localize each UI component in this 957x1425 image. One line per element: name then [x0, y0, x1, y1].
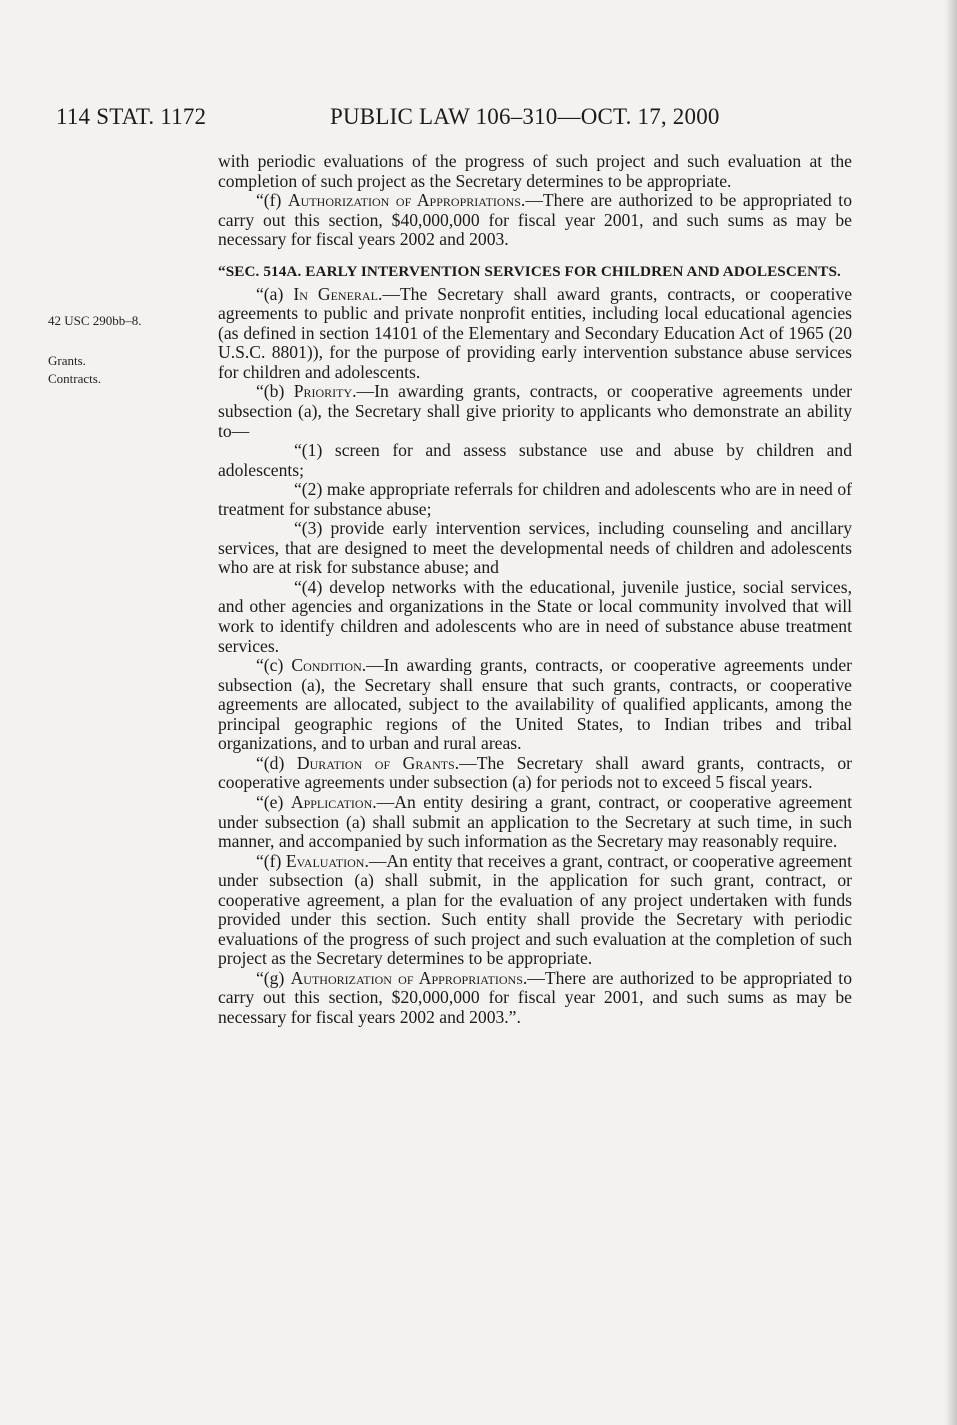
g-label: “(g)	[256, 967, 291, 988]
d-heading: Duration of Grants	[296, 752, 455, 773]
a-heading: In General	[293, 283, 378, 304]
carryover-paragraph: with periodic evaluations of the progress of such project and such evaluation at the completion of such project as the Secretary determines to be appropriate.	[218, 151, 852, 191]
margin-note-grants: Grants.	[48, 353, 86, 368]
b-heading: Priority	[293, 381, 353, 402]
page-header	[56, 104, 776, 138]
e-heading: Application	[290, 791, 373, 812]
paragraph-b2: “(2) make appropriate referrals for children and adolescents who are in need of treatment for substance abuse;	[218, 479, 852, 519]
prev-f-heading: Authorization of Appropriations	[287, 190, 521, 211]
d-label: “(d)	[256, 752, 297, 773]
g-text: .—There are authorized to be appropriated to carry out this section, $20,000,000 for fiscal year 2001, and such sums as may be necessary for fiscal years 2002 and 2003.”.	[218, 967, 852, 1027]
paragraph-b3: “(3) provide early intervention services, including counseling and ancillary services, that are designed to meet the developmental needs of children and adolescents who are at risk for substance abuse; and	[218, 518, 852, 578]
a-text: .—The Secretary shall award grants, contracts, or cooperative agreements to public and private nonprofit entities, including local educational agencies (as defined in section 14101 of the Elementary and Secondary Education Act of 1965 (20 U.S.C. 8801)), for the purpose of providing early intervention substance abuse services for children and adolescents.	[218, 283, 853, 382]
margin-note-usc: 42 USC 290bb–8.	[48, 313, 142, 328]
prev-f-label: “(f)	[256, 190, 288, 211]
a-label: “(a)	[256, 283, 294, 304]
statute-body	[218, 152, 852, 1028]
prev-subsection-f	[218, 191, 852, 250]
section-heading: “SEC. 514A. EARLY INTERVENTION SERVICES FOR CHILDREN AND ADOLESCENTS.	[218, 262, 841, 280]
e-text: .—An entity desiring a grant, contract, or cooperative agreement under subsection (a) shall submit an application to the Secretary at such time, in such manner, and accompanied by such information as the Secretary may reasonably require.	[218, 791, 852, 852]
b-label: “(b)	[256, 381, 294, 402]
f-text: .—An entity that receives a grant, contract, or cooperative agreement under subsection (a) shall submit, in the application for such grant, contract, or cooperative agreement, a plan for the evaluation of any project undertaken with funds provided under this section. Such entity shall provide the Secretary with periodic evaluations of the progress of such project and such evaluation at the completion of such project as the Secretary determines to be appropriate.	[218, 850, 852, 969]
d-text: .—The Secretary shall award grants, contracts, or cooperative agreements under subsection (a) for periods not to exceed 5 fiscal years.	[218, 752, 852, 793]
c-label: “(c)	[256, 655, 292, 676]
scan-edge-shadow	[945, 0, 957, 1425]
paragraph-b4: “(4) develop networks with the educational, juvenile justice, social services, and other agencies and organizations in the State or local community involved that will work to identify children and adolescents who are in need of substance abuse treatment services.	[218, 576, 852, 656]
subsection-a	[218, 285, 852, 383]
public-law-citation: PUBLIC LAW 106–310—OCT. 17, 2000	[330, 104, 720, 129]
subsection-c	[218, 656, 852, 754]
c-text: .—In awarding grants, contracts, or cooperative agreements under subsection (a), the Secretary shall ensure that such grants, contracts, or cooperative agreements are allocated, subject to the availability of qualified applicants, among the principal geographic regions of the United States, to Indian tribes and tribal organizations, and to urban and rural areas.	[218, 655, 853, 754]
f-heading: Evaluation	[285, 850, 365, 871]
e-label: “(e)	[256, 791, 291, 812]
b-text: .—In awarding grants, contracts, or cooperative agreements under subsection (a), the Secretary shall give priority to applicants who demonstrate an ability to—	[218, 381, 852, 441]
subsection-b	[218, 382, 852, 441]
c-heading: Condition	[291, 655, 362, 676]
prev-f-text: .—There are authorized to be appropriated to carry out this section, $40,000,000 for fiscal year 2001, and such sums as may be necessary for fiscal years 2002 and 2003.	[218, 190, 852, 250]
subsection-d	[218, 754, 852, 793]
margin-note-grants-contracts	[48, 352, 101, 388]
paragraph-b1: “(1) screen for and assess substance use and abuse by children and adolescents;	[218, 440, 852, 480]
subsection-e	[218, 793, 852, 852]
subsection-f	[218, 852, 852, 969]
statute-page-number: 114 STAT. 1172	[56, 104, 207, 129]
margin-note-contracts: Contracts.	[48, 371, 102, 386]
g-heading: Authorization of Appropriations	[290, 967, 523, 988]
subsection-g	[218, 969, 852, 1028]
f-label: “(f)	[256, 850, 286, 871]
